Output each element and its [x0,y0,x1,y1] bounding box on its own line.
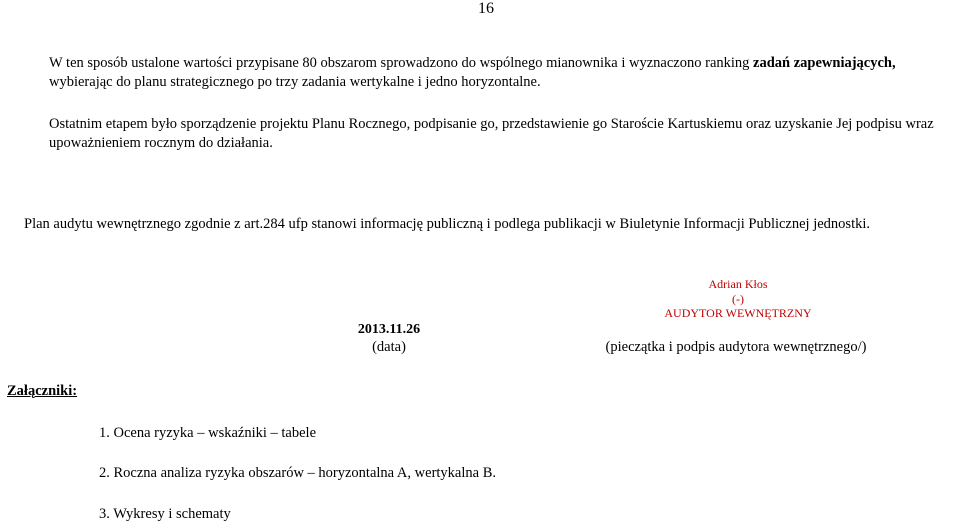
paragraph-ranking-text: W ten sposób ustalone wartości przypisane 80 obszarom sprowadzono do wspólnego mianownika i wyznaczono ranking [49,55,754,71]
paragraph-final-stage-line1: Ostatnim etapem było sporządzenie projektu Planu Rocznego, podpisanie go, przedstawienie go Staroście Kartuskiemu oraz uzyskanie Jej podpisu wraz [49,116,934,132]
page-number: 16 [478,0,494,17]
attachments-heading: Załączniki: [7,383,78,399]
signature-status: (-) [732,292,744,306]
paragraph-ranking-bold: zadań zapewniających, [753,55,896,71]
paragraph-ranking-line1 [49,54,896,73]
attachment-item: 1. Ocena ryzyka – wskaźniki – tabele [99,425,317,441]
signature-role: AUDYTOR WEWNĘTRZNY [664,306,812,320]
paragraph-ranking [49,54,896,92]
paragraph-final-stage-line2: upoważnieniem rocznym do działania. [49,135,273,151]
signature-name: Adrian Kłos [708,277,768,291]
attachment-item: 2. Roczna analiza ryzyka obszarów – horyzontalna A, wertykalna B. [99,465,496,481]
paragraph-ranking-line2: wybierając do planu strategicznego po trzy zadania wertykalne i jedno horyzontalne. [49,74,541,90]
date-value: 2013.11.26 [357,322,421,337]
attachment-item: 3. Wykresy i schematy [99,506,231,522]
paragraph-publication: Plan audytu wewnętrznego zgodnie z art.284 ufp stanowi informację publiczną i podlega publikacji w Biuletynie Informacji Publicznej jednostki. [24,216,870,232]
date-caption: (data) [372,339,406,355]
paragraph-final-stage [49,115,934,153]
stamp-caption: (pieczątka i podpis audytora wewnętrznego/) [605,339,867,355]
